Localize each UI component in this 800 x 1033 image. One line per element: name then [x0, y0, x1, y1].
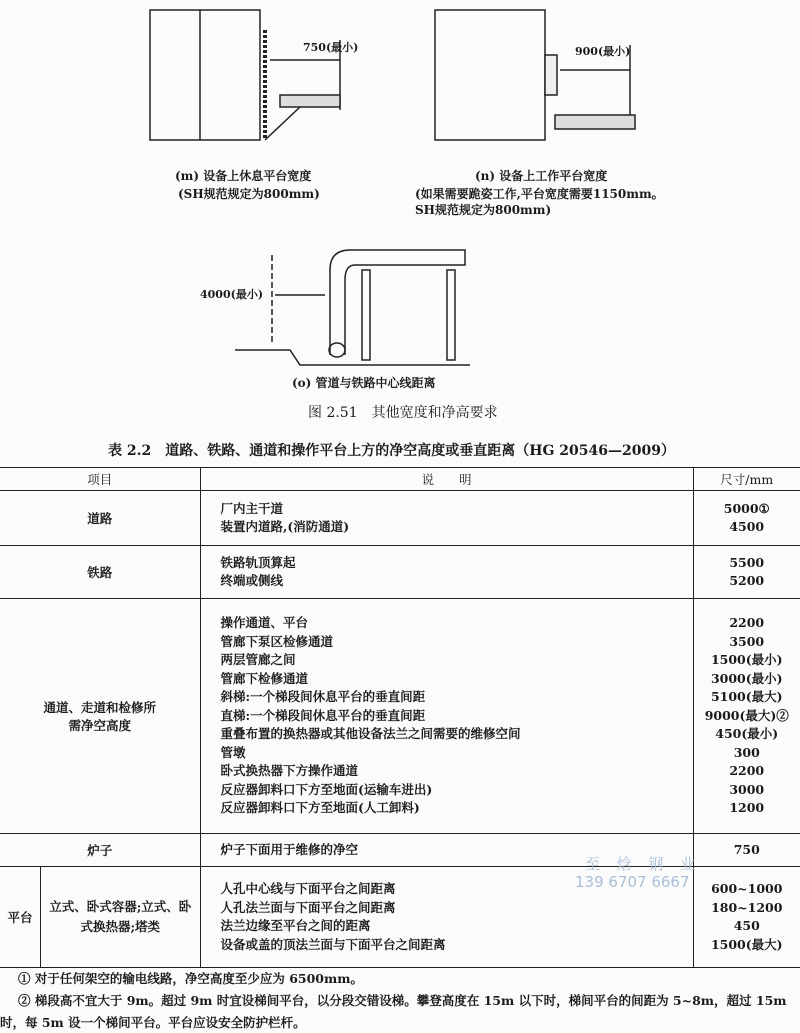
size: 450(最小) — [715, 726, 779, 742]
desc: 厂内主干道 — [220, 500, 284, 516]
figure-n-caption: (n) 设备上工作平台宽度 — [475, 169, 608, 183]
desc: 卧式换热器下方操作通道 — [220, 763, 359, 779]
desc: 人孔法兰面与下面平台之间距离 — [220, 899, 396, 915]
clearance-table — [0, 467, 800, 968]
size: 3500 — [729, 633, 765, 649]
figure-n-dimension: 900(最小) — [575, 45, 631, 58]
desc: 管廊下检修通道 — [220, 670, 309, 686]
desc: 炉子下面用于维修的净空 — [220, 841, 359, 857]
figure-m-caption: (m) 设备上休息平台宽度 — [175, 169, 312, 183]
size: 1200 — [729, 800, 765, 816]
desc: 斜梯:一个梯段间休息平台的垂直间距 — [220, 689, 426, 705]
desc: 法兰边缘至平台之间的距离 — [220, 918, 371, 933]
size: 5000① — [723, 500, 770, 516]
desc: 重叠布置的换热器或其他设备法兰之间需要的维修空间 — [220, 726, 521, 742]
figure-o-caption: (o) 管道与铁路中心线距离 — [292, 376, 436, 390]
size: 1500(最小) — [710, 652, 783, 668]
desc: 管墩 — [220, 744, 246, 760]
table-row — [0, 491, 800, 546]
size: 9000(最大)② — [704, 707, 789, 723]
row-item: 平台 — [0, 867, 41, 967]
figure-m-dimension: 750(最小) — [303, 41, 359, 54]
footnote-2: ② 梯段高不宜大于 9m。超过 9m 时宜设梯间平台，以分段交错设梯。攀登高度在 15m 以下时，梯间平台的间距为 5~8m，超过 15m 时，每 5m 设一个梯间平台。平台应设安全防护栏杆。 — [0, 993, 787, 1030]
row-item: 通道、走道和检修所需净空高度 — [0, 599, 200, 834]
size: 5500 — [729, 554, 765, 570]
size: 1500(最大) — [710, 936, 783, 952]
row-item: 道路 — [0, 491, 200, 546]
size: 450 — [733, 918, 760, 933]
size: 4500 — [729, 519, 765, 534]
desc: 操作通道、平台 — [220, 615, 309, 631]
figure-m-drawing — [150, 10, 340, 140]
desc: 终端或侧线 — [220, 573, 284, 588]
header-item: 项目 — [0, 468, 200, 491]
desc: 反应器卸料口下方至地面(运输车进出) — [220, 781, 433, 797]
figure-title: 图 2.51 其他宽度和净高要求 — [308, 405, 498, 421]
figure-n-drawing — [435, 10, 635, 140]
footnote-1: ① 对于任何架空的输电线路，净空高度至少应为 6500mm。 — [18, 971, 363, 986]
figure-drawings — [0, 0, 800, 400]
row-subitem: 立式、卧式容器;立式、卧式换热器;塔类 — [49, 899, 192, 934]
header-description: 说 明 — [200, 468, 693, 491]
desc: 人孔中心线与下面平台之间距离 — [220, 881, 396, 896]
desc: 反应器卸料口下方至地面(人工卸料) — [220, 800, 420, 816]
watermark: 至 焓 钢 业 139 6707 6667 — [575, 855, 702, 891]
size: 5200 — [729, 573, 765, 588]
size: 3000(最小) — [710, 670, 783, 686]
size: 3000 — [729, 781, 765, 797]
figure-o-drawing — [235, 250, 470, 365]
table-row — [0, 599, 800, 834]
size: 750 — [733, 841, 760, 857]
header-size: 尺寸/mm — [693, 468, 800, 491]
desc: 装置内道路,(消防通道) — [220, 519, 350, 534]
figure-n-note-1: (如果需要跪姿工作,平台宽度需要1150mm。 — [415, 187, 664, 201]
row-item: 铁路 — [0, 546, 200, 599]
figure-m-note: (SH规范规定为800mm) — [178, 187, 320, 201]
size: 180~1200 — [711, 899, 783, 915]
figure-n-note-2: SH规范规定为800mm) — [415, 203, 552, 217]
desc: 直梯:一个梯段间休息平台的垂直间距 — [220, 707, 426, 723]
table-row — [0, 546, 800, 599]
table-header-row — [0, 468, 800, 491]
size: 600~1000 — [711, 881, 783, 896]
desc: 管廊下泵区检修通道 — [220, 633, 334, 649]
size: 2200 — [729, 763, 765, 779]
size: 2200 — [729, 615, 765, 631]
desc: 铁路轨顶算起 — [220, 554, 296, 570]
size: 5100(最大) — [710, 689, 783, 705]
table-title: 表 2.2 道路、铁路、通道和操作平台上方的净空高度或垂直距离（HG 20546—2009） — [108, 443, 675, 459]
desc: 两层管廊之间 — [220, 652, 296, 668]
row-item: 炉子 — [0, 834, 200, 867]
size: 300 — [733, 744, 760, 760]
desc: 设备或盖的顶法兰面与下面平台之间距离 — [220, 936, 446, 952]
figure-o-dimension: 4000(最小) — [200, 288, 264, 301]
